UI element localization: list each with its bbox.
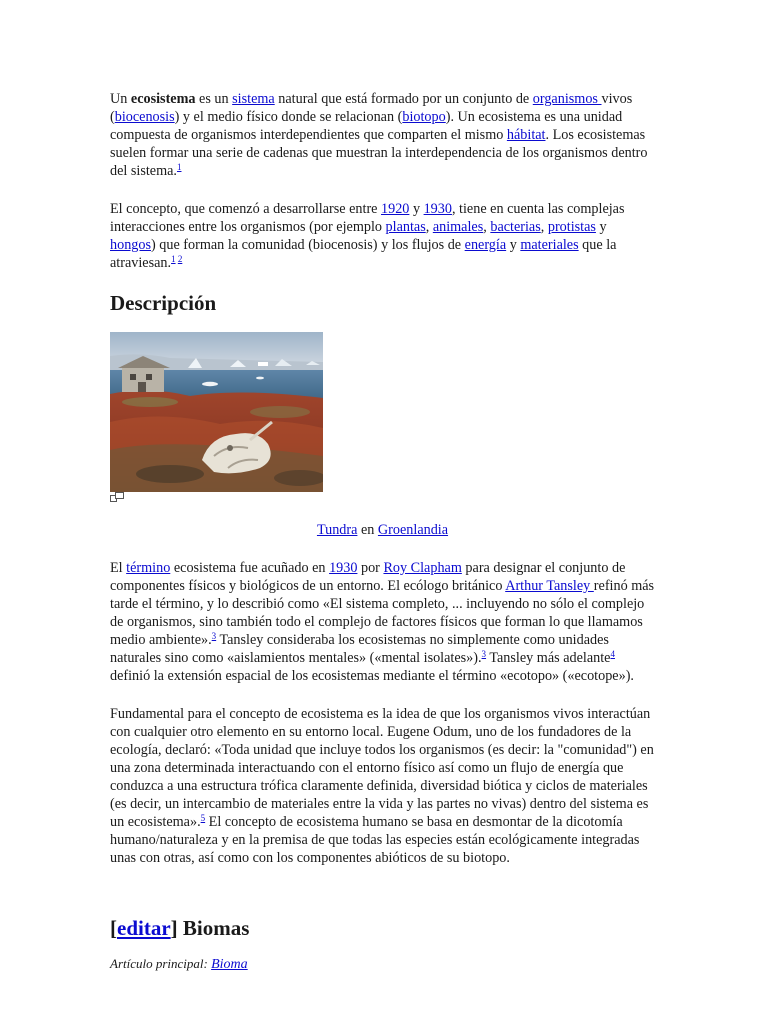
ref-2[interactable]: 2 xyxy=(177,254,183,264)
intro-paragraph-1: Un ecosistema es un sistema natural que está formado por un conjunto de organismos vivos (biocenosis) y el medio físico donde se relacionan (biotopo). Un ecosistema es una unidad compuesta de organismos interdependientes que comparten el mismo hábitat. Los ecosistemas suelen formar una serie de cadenas que muestran la interdependencia de los organismos dentro del sistema.$^1$ xyxy=(110,91,648,179)
link-materiales[interactable]: materiales xyxy=(520,237,579,253)
link-habitat[interactable]: hábitat xyxy=(506,127,546,143)
ref-5[interactable]: 5 xyxy=(200,813,206,823)
ref-1[interactable]: 1 xyxy=(171,254,176,264)
ref-3[interactable]: 3 xyxy=(211,631,217,641)
link-bacterias[interactable]: bacterias xyxy=(490,219,541,235)
main-article-note: Artículo principal: Bioma xyxy=(110,956,248,972)
heading-descripcion: Descripción xyxy=(110,291,217,315)
heading-biomas: [editar] Biomas xyxy=(110,916,250,940)
article-body xyxy=(110,90,655,974)
figure-caption: Tundra en Groenlandia xyxy=(316,522,449,538)
enlarge-icon[interactable] xyxy=(110,492,124,502)
link-groenlandia[interactable]: Groenlandia xyxy=(377,522,449,538)
link-hongos[interactable]: hongos xyxy=(110,237,151,253)
figure-tundra xyxy=(110,332,655,517)
ref-3[interactable]: 3 xyxy=(481,649,487,659)
link-termino[interactable]: término xyxy=(126,560,171,576)
ref-4[interactable]: 4 xyxy=(610,649,615,659)
link-animales[interactable]: animales xyxy=(432,219,484,235)
link-1920[interactable]: 1920 xyxy=(381,201,410,217)
term-ecosistema: ecosistema xyxy=(130,91,196,107)
descripcion-paragraph-2: Fundamental para el concepto de ecosistema es la idea de que los organismos vivos interactúan con cualquier otro elemento en su entorno local. Eugene Odum, uno de los fundadores de la ecología, declaró: «Toda unidad que incluye todos los organismos (es decir: la "comunidad") en una zona determinada interactuando con el entorno físico así como un flujo de energía que conduzca a una estructura trófica claramente definida, diversidad biótica y ciclos de materiales (es decir, un intercambio de materiales entre la vida y las partes no vivas) dentro del sistema es un ecosistema».$^5$ El concepto de ecosistema humano se basa en desmontar de la dicotomía humano/naturaleza y en la premisa de que todas las especies están ecológicamente integradas unas con otras, así como con los componentes abióticos de su biotopo. xyxy=(110,706,654,866)
link-biocenosis[interactable]: biocenosis xyxy=(114,109,175,125)
link-energia[interactable]: energía xyxy=(464,237,507,253)
descripcion-paragraph-1: El término ecosistema fue acuñado en 1930 por Roy Clapham para designar el conjunto de componentes físicos y biológicos de un entorno. El ecólogo británico Arthur Tansley refinó más tarde el término, y lo describió como «El sistema completo, ... incluyendo no sólo el complejo de organismos, sino también todo el complejo de factores físicos que forman lo que llamamos medio ambiente».$^3$ Tansley consideraba los ecosistemas no simplemente como unidades naturales sino como «aislamientos mentales» («mental isolates»).$^3$ Tansley más adelante$^4$ definió la extensión espacial de los ecosistemas mediante el término «ecotopo» («ecotope»). xyxy=(110,560,655,684)
tundra-photo[interactable] xyxy=(110,332,323,492)
link-1930[interactable]: 1930 xyxy=(329,560,358,576)
link-sistema[interactable]: sistema xyxy=(232,91,275,107)
link-organismos[interactable]: organismos xyxy=(532,91,602,107)
heading-biomas-title: Biomas xyxy=(182,916,250,940)
link-plantas[interactable]: plantas xyxy=(385,219,426,235)
edit-link[interactable]: editar xyxy=(117,916,171,940)
link-roy-clapham[interactable]: Roy Clapham xyxy=(383,560,462,576)
link-biotopo[interactable]: biotopo xyxy=(402,109,446,125)
intro-paragraph-2: El concepto, que comenzó a desarrollarse entre 1920 y 1930, tiene en cuenta las complejas interacciones entre los organismos (por ejemplo plantas, animales, bacterias, protistas y hongos) que forman la comunidad (biocenosis) y los flujos de energía y materiales que la atraviesan.$^{1 2}$ xyxy=(110,201,625,271)
link-arthur-tansley[interactable]: Arthur Tansley xyxy=(505,578,594,594)
ref-1[interactable]: 1 xyxy=(176,162,182,172)
link-1930[interactable]: 1930 xyxy=(423,201,452,217)
link-protistas[interactable]: protistas xyxy=(547,219,596,235)
link-tundra[interactable]: Tundra xyxy=(316,522,358,538)
link-bioma[interactable]: Bioma xyxy=(211,957,248,972)
